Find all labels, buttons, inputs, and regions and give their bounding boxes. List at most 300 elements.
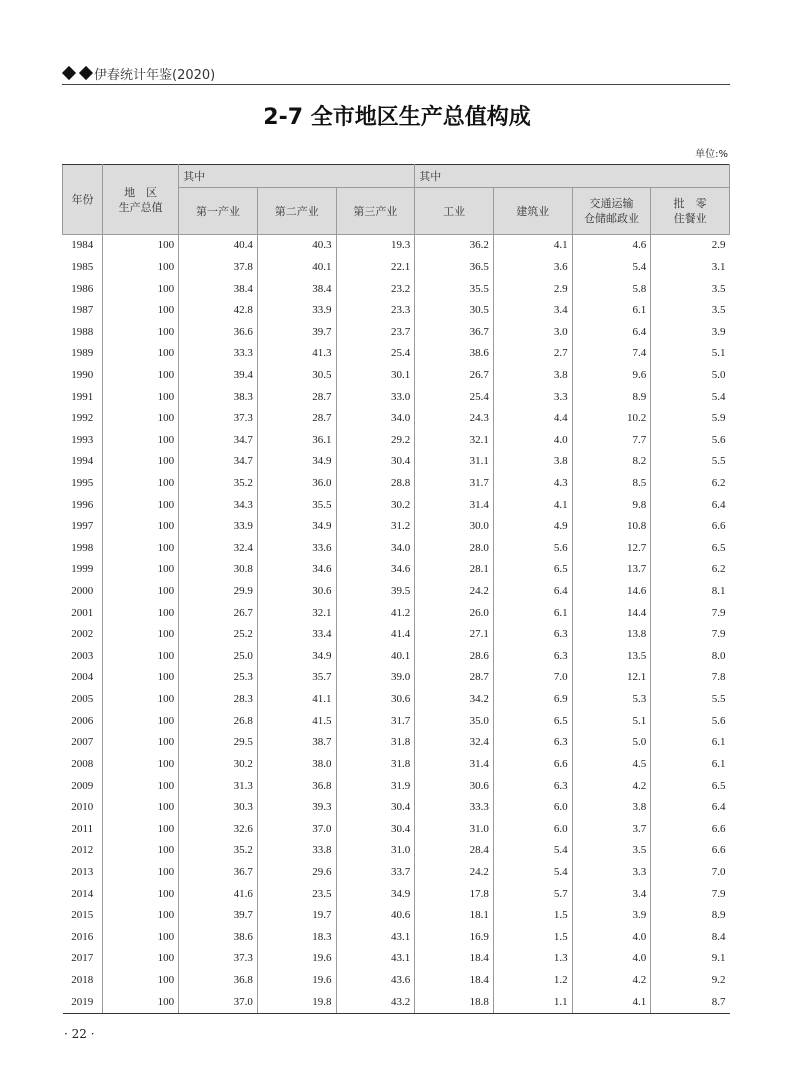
value-cell: 34.0 (336, 408, 415, 430)
value-cell: 24.2 (415, 862, 494, 884)
sub-header-line2: 住餐业 (673, 212, 707, 225)
value-cell: 100 (103, 516, 179, 538)
value-cell: 39.7 (179, 905, 258, 927)
value-cell: 6.3 (493, 775, 572, 797)
year-cell: 2000 (63, 581, 103, 603)
value-cell: 29.2 (336, 429, 415, 451)
value-cell: 100 (103, 710, 179, 732)
value-cell: 6.9 (493, 689, 572, 711)
page-number: · 22 · (64, 1027, 95, 1041)
value-cell: 5.4 (493, 862, 572, 884)
value-cell: 100 (103, 646, 179, 668)
value-cell: 37.3 (179, 408, 258, 430)
value-cell: 33.8 (257, 840, 336, 862)
value-cell: 33.0 (336, 386, 415, 408)
value-cell: 40.3 (257, 235, 336, 257)
value-cell: 33.3 (179, 343, 258, 365)
year-cell: 2019 (63, 991, 103, 1013)
year-cell: 2002 (63, 624, 103, 646)
value-cell: 3.3 (572, 862, 651, 884)
table-row (63, 235, 730, 257)
value-cell: 33.6 (257, 538, 336, 560)
table-row (63, 840, 730, 862)
value-cell: 7.9 (711, 628, 726, 641)
year-cell: 1991 (63, 386, 103, 408)
value-cell: 5.8 (572, 278, 651, 300)
year-cell: 1990 (63, 365, 103, 387)
year-cell: 1985 (63, 257, 103, 279)
value-cell: 10.2 (572, 408, 651, 430)
year-cell: 1994 (63, 451, 103, 473)
value-cell: 8.9 (572, 386, 651, 408)
year-cell: 1987 (63, 300, 103, 322)
value-cell: 4.6 (572, 235, 651, 257)
value-cell: 6.5 (493, 559, 572, 581)
value-cell: 39.7 (257, 321, 336, 343)
value-cell: 6.4 (711, 498, 726, 511)
value-cell: 9.8 (572, 494, 651, 516)
value-cell: 36.7 (179, 862, 258, 884)
value-cell: 37.8 (179, 257, 258, 279)
value-cell: 3.9 (572, 905, 651, 927)
sub-header-line1: 第一产业 (196, 204, 241, 218)
value-cell: 25.3 (179, 667, 258, 689)
sub-header-line1: 工业 (443, 204, 466, 218)
table-row (63, 818, 730, 840)
unit-label: 单位:% (695, 149, 728, 160)
value-cell: 6.3 (493, 732, 572, 754)
value-cell: 14.6 (572, 581, 651, 603)
value-cell: 39.3 (257, 797, 336, 819)
value-cell: 27.1 (415, 624, 494, 646)
value-cell: 31.4 (415, 754, 494, 776)
value-cell: 43.2 (336, 991, 415, 1013)
sub-header-line1: 第三产业 (353, 204, 398, 218)
value-cell: 6.2 (711, 477, 726, 489)
value-cell: 34.6 (336, 559, 415, 581)
sub-column-header (415, 188, 494, 235)
value-cell: 9.1 (711, 952, 726, 965)
value-cell: 2.9 (711, 239, 726, 252)
value-cell: 6.6 (711, 822, 726, 835)
value-cell: 6.4 (572, 321, 651, 343)
value-cell: 1.5 (493, 927, 572, 949)
value-cell: 100 (103, 538, 179, 560)
value-cell: 6.5 (711, 779, 726, 792)
value-cell: 28.8 (336, 473, 415, 495)
value-cell: 6.0 (493, 797, 572, 819)
value-cell: 32.4 (415, 732, 494, 754)
value-cell: 14.4 (572, 602, 651, 624)
value-cell: 6.6 (493, 754, 572, 776)
value-cell: 32.6 (179, 818, 258, 840)
value-cell: 28.0 (415, 538, 494, 560)
value-cell: 29.9 (179, 581, 258, 603)
value-cell: 100 (103, 667, 179, 689)
value-cell: 19.7 (257, 905, 336, 927)
value-cell: 6.5 (493, 710, 572, 732)
value-cell: 3.5 (711, 304, 726, 317)
value-cell: 4.1 (493, 494, 572, 516)
table-row (63, 732, 730, 754)
year-cell: 1988 (63, 321, 103, 343)
value-cell: 31.2 (336, 516, 415, 538)
year-cell: 2007 (63, 732, 103, 754)
value-cell: 9.6 (572, 365, 651, 387)
year-cell: 2001 (63, 602, 103, 624)
value-cell: 28.4 (415, 840, 494, 862)
value-cell: 33.9 (179, 516, 258, 538)
value-cell: 100 (103, 343, 179, 365)
table-row (63, 365, 730, 387)
value-cell: 31.4 (415, 494, 494, 516)
year-cell: 2012 (63, 840, 103, 862)
value-cell: 35.5 (257, 494, 336, 516)
value-cell: 36.2 (415, 235, 494, 257)
value-cell: 36.6 (179, 321, 258, 343)
value-cell: 41.1 (257, 689, 336, 711)
value-cell: 19.8 (257, 991, 336, 1013)
table-row (63, 473, 730, 495)
value-cell: 38.6 (415, 343, 494, 365)
value-cell: 13.7 (572, 559, 651, 581)
gdp-header-line2: 生产总值 (118, 200, 163, 214)
value-cell: 3.6 (493, 257, 572, 279)
value-cell: 28.6 (415, 646, 494, 668)
value-cell: 6.1 (572, 300, 651, 322)
value-cell: 100 (103, 386, 179, 408)
value-cell: 3.7 (572, 818, 651, 840)
value-cell: 25.4 (336, 343, 415, 365)
year-cell: 2004 (63, 667, 103, 689)
table-row (63, 948, 730, 970)
value-cell: 8.7 (651, 991, 730, 1013)
value-cell: 2.9 (493, 278, 572, 300)
value-cell: 3.3 (493, 386, 572, 408)
value-cell: 5.6 (493, 538, 572, 560)
value-cell: 100 (103, 927, 179, 949)
year-cell: 1986 (63, 278, 103, 300)
value-cell: 4.5 (572, 754, 651, 776)
value-cell: 1.2 (493, 970, 572, 992)
year-cell: 2003 (63, 646, 103, 668)
sector-group-header: 其中 (415, 165, 730, 188)
value-cell: 31.0 (415, 818, 494, 840)
value-cell: 13.8 (572, 624, 651, 646)
value-cell: 6.6 (711, 844, 726, 857)
value-cell: 3.4 (493, 300, 572, 322)
value-cell: 7.9 (711, 887, 726, 900)
value-cell: 30.6 (257, 581, 336, 603)
value-cell: 5.4 (711, 390, 726, 403)
value-cell: 36.1 (257, 429, 336, 451)
gdp-composition-table (62, 164, 730, 1014)
value-cell: 12.7 (572, 538, 651, 560)
table-row (63, 883, 730, 905)
value-cell: 100 (103, 862, 179, 884)
value-cell: 13.5 (572, 646, 651, 668)
value-cell: 36.7 (415, 321, 494, 343)
year-cell: 2006 (63, 710, 103, 732)
value-cell: 39.4 (179, 365, 258, 387)
year-cell: 1992 (63, 408, 103, 430)
value-cell: 7.7 (572, 429, 651, 451)
value-cell: 30.6 (415, 775, 494, 797)
value-cell: 4.2 (572, 775, 651, 797)
value-cell: 9.2 (711, 974, 726, 987)
book-title: 伊春统计年鉴(2020) (94, 68, 216, 83)
table-row (63, 991, 730, 1013)
value-cell: 37.0 (257, 818, 336, 840)
gdp-column-header (103, 165, 179, 235)
value-cell: 34.9 (257, 451, 336, 473)
value-cell: 100 (103, 365, 179, 387)
value-cell: 8.1 (711, 585, 726, 598)
value-cell: 6.2 (711, 563, 726, 576)
value-cell: 5.0 (711, 368, 726, 381)
value-cell: 30.2 (179, 754, 258, 776)
value-cell: 34.6 (257, 559, 336, 581)
value-cell: 31.8 (336, 732, 415, 754)
value-cell: 28.7 (257, 408, 336, 430)
value-cell: 4.0 (493, 429, 572, 451)
value-cell: 100 (103, 451, 179, 473)
value-cell: 32.1 (415, 429, 494, 451)
value-cell: 6.3 (493, 624, 572, 646)
value-cell: 30.5 (415, 300, 494, 322)
sub-column-header (336, 188, 415, 235)
value-cell: 31.7 (415, 473, 494, 495)
value-cell: 3.9 (711, 325, 726, 338)
year-cell: 2017 (63, 948, 103, 970)
value-cell: 7.0 (711, 865, 726, 878)
table-row (63, 343, 730, 365)
year-cell: 2009 (63, 775, 103, 797)
value-cell: 32.1 (257, 602, 336, 624)
value-cell: 18.3 (257, 927, 336, 949)
value-cell: 100 (103, 797, 179, 819)
value-cell: 5.4 (493, 840, 572, 862)
sub-column-header (572, 188, 651, 235)
header-ornament (62, 66, 93, 80)
value-cell: 100 (103, 970, 179, 992)
value-cell: 4.4 (493, 408, 572, 430)
value-cell: 36.5 (415, 257, 494, 279)
value-cell: 1.3 (493, 948, 572, 970)
value-cell: 5.6 (711, 433, 726, 446)
value-cell: 38.0 (257, 754, 336, 776)
value-cell: 4.0 (572, 927, 651, 949)
year-cell: 1997 (63, 516, 103, 538)
value-cell: 24.2 (415, 581, 494, 603)
value-cell: 100 (103, 775, 179, 797)
value-cell: 5.5 (711, 693, 726, 706)
value-cell: 35.7 (257, 667, 336, 689)
value-cell: 5.6 (711, 714, 726, 727)
value-cell: 35.2 (179, 840, 258, 862)
table-row (63, 905, 730, 927)
value-cell: 5.1 (711, 347, 726, 360)
year-cell: 2011 (63, 818, 103, 840)
value-cell: 23.7 (336, 321, 415, 343)
table-body (63, 235, 730, 1014)
value-cell: 2.7 (493, 343, 572, 365)
value-cell: 16.9 (415, 927, 494, 949)
value-cell: 36.8 (257, 775, 336, 797)
value-cell: 23.3 (336, 300, 415, 322)
year-cell: 2018 (63, 970, 103, 992)
sub-header-line2: 仓储邮政业 (583, 212, 639, 225)
value-cell: 36.0 (257, 473, 336, 495)
value-cell: 34.9 (257, 646, 336, 668)
value-cell: 12.1 (572, 667, 651, 689)
value-cell: 40.4 (179, 235, 258, 257)
table-row (63, 408, 730, 430)
value-cell: 41.3 (257, 343, 336, 365)
value-cell: 25.2 (179, 624, 258, 646)
value-cell: 40.1 (336, 646, 415, 668)
value-cell: 39.0 (336, 667, 415, 689)
value-cell: 4.9 (493, 516, 572, 538)
value-cell: 100 (103, 818, 179, 840)
table-row (63, 451, 730, 473)
value-cell: 5.1 (572, 710, 651, 732)
value-cell: 7.9 (711, 606, 726, 619)
value-cell: 100 (103, 235, 179, 257)
value-cell: 30.4 (336, 818, 415, 840)
value-cell: 34.7 (179, 451, 258, 473)
value-cell: 3.8 (572, 797, 651, 819)
value-cell: 5.7 (493, 883, 572, 905)
value-cell: 6.1 (711, 757, 726, 770)
value-cell: 100 (103, 321, 179, 343)
value-cell: 18.1 (415, 905, 494, 927)
year-cell: 2010 (63, 797, 103, 819)
value-cell: 100 (103, 408, 179, 430)
value-cell: 30.8 (179, 559, 258, 581)
value-cell: 23.2 (336, 278, 415, 300)
value-cell: 41.5 (257, 710, 336, 732)
table-row (63, 602, 730, 624)
value-cell: 18.8 (415, 991, 494, 1013)
value-cell: 100 (103, 732, 179, 754)
value-cell: 41.2 (336, 602, 415, 624)
table-row (63, 581, 730, 603)
value-cell: 30.4 (336, 451, 415, 473)
value-cell: 100 (103, 257, 179, 279)
value-cell: 34.2 (415, 689, 494, 711)
value-cell: 4.1 (493, 235, 572, 257)
value-cell: 23.5 (257, 883, 336, 905)
year-cell: 1999 (63, 559, 103, 581)
value-cell: 30.2 (336, 494, 415, 516)
value-cell: 32.4 (179, 538, 258, 560)
industry-group-header: 其中 (179, 165, 415, 188)
value-cell: 41.6 (179, 883, 258, 905)
value-cell: 29.5 (179, 732, 258, 754)
value-cell: 5.9 (711, 412, 726, 425)
value-cell: 6.4 (493, 581, 572, 603)
value-cell: 100 (103, 948, 179, 970)
value-cell: 41.4 (336, 624, 415, 646)
value-cell: 18.4 (415, 970, 494, 992)
value-cell: 35.0 (415, 710, 494, 732)
value-cell: 3.0 (493, 321, 572, 343)
value-cell: 3.8 (493, 451, 572, 473)
value-cell: 5.3 (572, 689, 651, 711)
year-cell: 1984 (63, 235, 103, 257)
value-cell: 100 (103, 602, 179, 624)
value-cell: 34.7 (179, 429, 258, 451)
year-column-header: 年份 (63, 165, 103, 235)
value-cell: 8.5 (572, 473, 651, 495)
year-cell: 1995 (63, 473, 103, 495)
value-cell: 38.4 (257, 278, 336, 300)
value-cell: 30.5 (257, 365, 336, 387)
table-row (63, 494, 730, 516)
diamond-icon (62, 66, 76, 80)
value-cell: 1.5 (493, 905, 572, 927)
value-cell: 31.9 (336, 775, 415, 797)
value-cell: 100 (103, 905, 179, 927)
value-cell: 37.0 (179, 991, 258, 1013)
value-cell: 26.7 (415, 365, 494, 387)
value-cell: 33.4 (257, 624, 336, 646)
value-cell: 3.8 (493, 365, 572, 387)
year-cell: 1996 (63, 494, 103, 516)
sub-column-header (493, 188, 572, 235)
sub-header-line1: 第二产业 (274, 204, 319, 218)
value-cell: 6.3 (493, 646, 572, 668)
value-cell: 5.4 (572, 257, 651, 279)
value-cell: 1.1 (493, 991, 572, 1013)
value-cell: 6.0 (493, 818, 572, 840)
table-row (63, 754, 730, 776)
gdp-header-line1: 地 区 (124, 185, 158, 199)
sub-header-line1: 建筑业 (516, 204, 550, 218)
value-cell: 17.8 (415, 883, 494, 905)
value-cell: 4.2 (572, 970, 651, 992)
value-cell: 30.6 (336, 689, 415, 711)
year-cell: 1993 (63, 429, 103, 451)
table-row (63, 257, 730, 279)
value-cell: 26.0 (415, 602, 494, 624)
running-header (62, 64, 730, 85)
value-cell: 25.0 (179, 646, 258, 668)
value-cell: 40.6 (336, 905, 415, 927)
page-title: 2-7 全市地区生产总值构成 (263, 105, 531, 130)
table-row (63, 624, 730, 646)
value-cell: 38.6 (179, 927, 258, 949)
value-cell: 24.3 (415, 408, 494, 430)
value-cell: 34.9 (257, 516, 336, 538)
value-cell: 7.4 (572, 343, 651, 365)
value-cell: 6.4 (711, 801, 726, 814)
value-cell: 35.2 (179, 473, 258, 495)
year-cell: 2008 (63, 754, 103, 776)
value-cell: 100 (103, 689, 179, 711)
value-cell: 33.7 (336, 862, 415, 884)
table-row (63, 538, 730, 560)
year-cell: 2015 (63, 905, 103, 927)
year-cell: 2013 (63, 862, 103, 884)
table-row (63, 429, 730, 451)
value-cell: 100 (103, 559, 179, 581)
value-cell: 31.1 (415, 451, 494, 473)
sub-header-line1: 批 零 (673, 197, 707, 210)
table-row (63, 278, 730, 300)
value-cell: 22.1 (336, 257, 415, 279)
